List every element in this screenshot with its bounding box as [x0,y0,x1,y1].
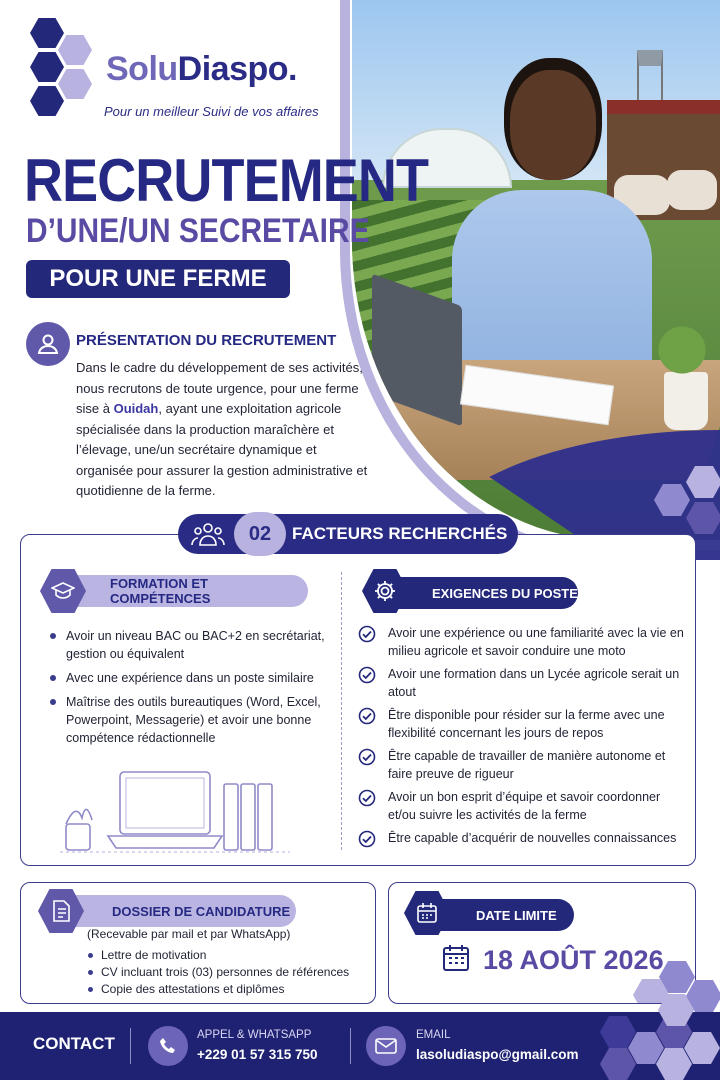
phone-number[interactable]: +229 01 57 315 750 [197,1047,318,1062]
column-divider [341,572,342,850]
factors-number: 02 [234,512,286,556]
check-icon [358,666,376,684]
user-icon [26,322,70,366]
dossier-header: DOSSIER DE CANDIDATURE [64,895,296,927]
list-item: Avoir une formation dans un Lycée agricole serait un atout [358,665,684,701]
headline-subtitle: D’UNE/UN SECRETAIRE [26,212,370,250]
presentation-title: PRÉSENTATION DU RECRUTEMENT [76,332,337,349]
list-item: Être disponible pour résider sur la ferme avec une flexibilité concernant les jours de repos [358,706,684,742]
list-item: Avoir une expérience ou une familiarité avec la vie en milieu agricole et savoir conduire une moto [358,624,684,660]
list-item: Être capable d’acquérir de nouvelles connaissances [358,829,684,847]
formation-header: FORMATION ET COMPÉTENCES [62,575,308,607]
email-label: EMAIL [416,1029,451,1041]
headline-farm-pill: POUR UNE FERME [26,260,290,298]
list-item: Avec une expérience dans un poste similaire [46,669,332,687]
brand-name: SoluDiaspo. [106,50,297,88]
list-item: Avoir un bon esprit d’équipe et savoir coordonner et/ou suivre les activités de la ferme [358,788,684,824]
phone-label: APPEL & WHATSAPP [197,1029,312,1041]
list-item: CV incluant trois (03) personnes de références [87,964,349,981]
phone-icon [148,1026,188,1066]
list-item: Être capable de travailler de manière autonome et faire preuve de rigueur [358,747,684,783]
location-highlight: Ouidah [113,401,159,416]
separator [350,1028,351,1064]
headline-title: RECRUTEMENT [24,147,429,214]
contact-label: CONTACT [33,1034,115,1053]
requirements-list [358,624,684,852]
team-icon [184,516,232,552]
list-item: Maîtrise des outils bureautiques (Word, Excel, Powerpoint, Messagerie) et avoir une bonne compétence rédactionnelle [46,693,332,747]
brand-tagline: Pour un meilleur Suivi de vos affaires [104,104,319,119]
check-icon [358,789,376,807]
factors-banner [178,514,518,554]
office-illustration [60,768,290,854]
check-icon [358,625,376,643]
brand-logo [26,16,356,126]
requirements-header: EXIGENCES DU POSTE [384,577,578,609]
separator [130,1028,131,1064]
dossier-list [87,947,349,998]
check-icon [358,830,376,848]
check-icon [358,707,376,725]
list-item: Lettre de motivation [87,947,349,964]
presentation-text: Dans le cadre du développement de ses activités, nous recrutons de toute urgence, pour une ferme sise à Ouidah, ayant une exploitation agricole spécialisée dans la production maraîchère et l’élevage, une/un secrétaire dynamique et organisée pour assurer la gestion administrative et quotidienne de la ferme. [76,360,368,498]
list-item: Avoir un niveau BAC ou BAC+2 en secrétariat, gestion ou équivalent [46,627,332,663]
dossier-subtitle: (Recevable par mail et par WhatsApp) [87,927,291,941]
email-address[interactable]: lasoludiaspo@gmail.com [416,1047,579,1062]
calendar-icon [441,943,471,973]
mail-icon [366,1026,406,1066]
check-icon [358,748,376,766]
list-item: Copie des attestations et diplômes [87,981,349,998]
deadline-header: DATE LIMITE [428,899,574,931]
contact-footer [0,1012,720,1080]
formation-list [46,627,332,753]
deadline-date: 18 AOÛT 2026 [483,945,664,975]
factors-title: FACTEURS RECHERCHÉS [292,524,508,543]
